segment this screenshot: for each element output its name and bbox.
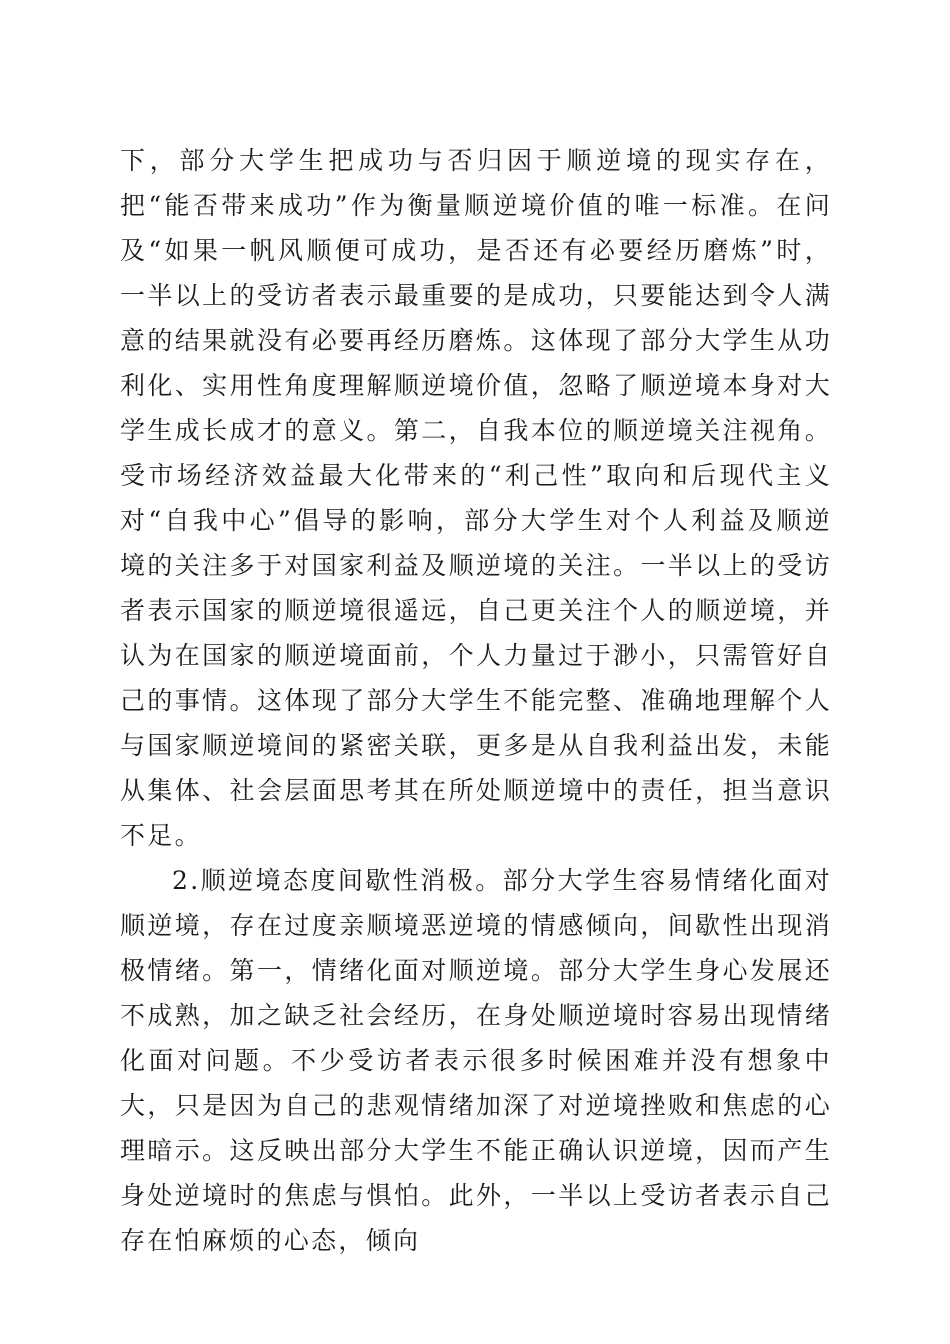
body-text bbox=[120, 138, 832, 1263]
paragraph-1: 下，部分大学生把成功与否归因于顺逆境的现实存在，把“能否带来成功”作为衡量顺逆境价值的唯一标准。在问及“如果一帆风顺便可成功，是否还有必要经历磨炼”时，一半以上的受访者表示最重要的是成功，只要能达到令人满意的结果就没有必要再经历磨炼。这体现了部分大学生从功利化、实用性角度理解顺逆境价值，忽略了顺逆境本身对大学生成长成才的意义。第二，自我本位的顺逆境关注视角。受市场经济效益最大化带来的“利己性”取向和后现代主义对“自我中心”倡导的影响，部分大学生对个人利益及顺逆境的关注多于对国家利益及顺逆境的关注。一半以上的受访者表示国家的顺逆境很遥远，自己更关注个人的顺逆境，并认为在国家的顺逆境面前，个人力量过于渺小，只需管好自己的事情。这体现了部分大学生不能完整、准确地理解个人与国家顺逆境间的紧密关联，更多是从自我利益出发，未能从集体、社会层面思考其在所处顺逆境中的责任，担当意识不足。 bbox=[120, 146, 832, 850]
paragraph-2: 2.顺逆境态度间歇性消极。部分大学生容易情绪化面对顺逆境，存在过度亲顺境恶逆境的情感倾向，间歇性出现消极情绪。第一，情绪化面对顺逆境。部分大学生身心发展还不成熟，加之缺乏社会经历，在身处顺逆境时容易出现情绪化面对问题。不少受访者表示很多时候困难并没有想象中大，只是因为自己的悲观情绪加深了对逆境挫败和焦虑的心理暗示。这反映出部分大学生不能正确认识逆境，因而产生身处逆境时的焦虑与惧怕。此外，一半以上受访者表示自己存在怕麻烦的心态，倾向 bbox=[120, 866, 832, 1255]
